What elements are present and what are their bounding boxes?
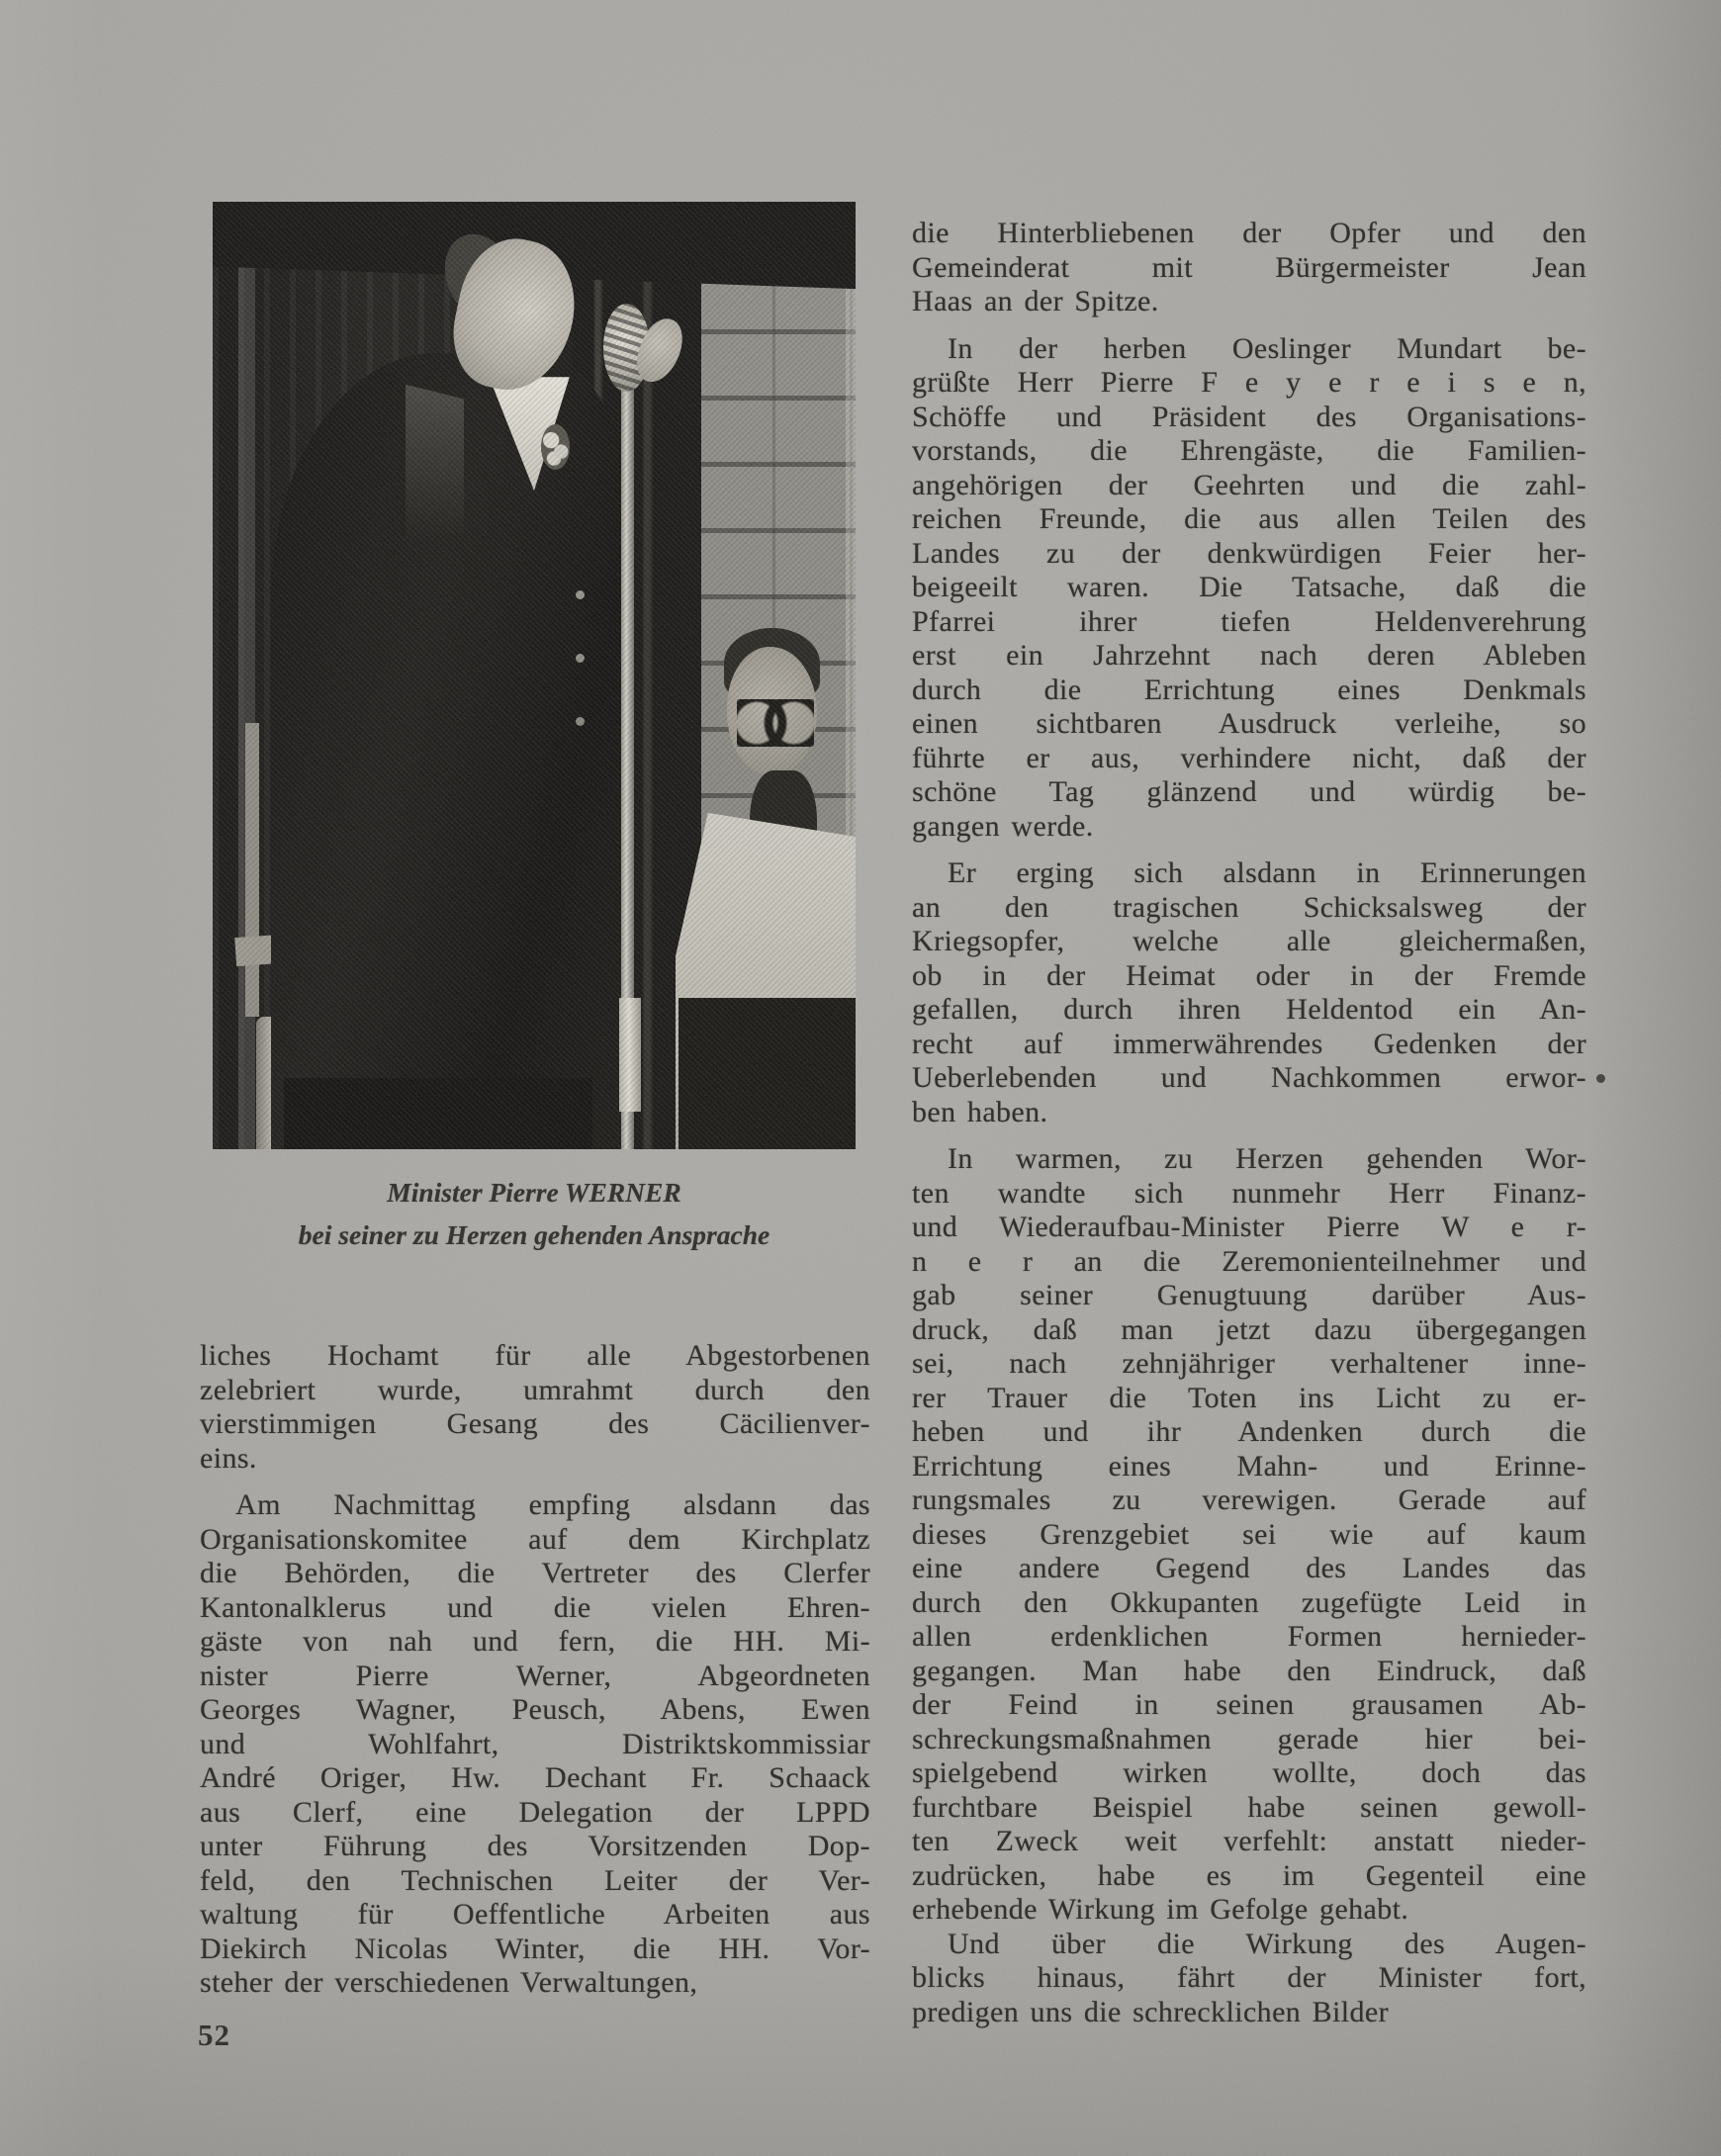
page-number: 52 — [198, 2018, 230, 2052]
text-line: gangen werde. — [912, 809, 1094, 843]
text-line: furchtbare Beispiel habe seinen gewoll- — [912, 1790, 1586, 1824]
text-line: steher der verschiedenen Verwaltungen, — [200, 1966, 698, 1999]
text-line: vierstimmigen Gesang des Cäcilienver- — [200, 1407, 870, 1440]
paragraph — [912, 856, 1586, 1129]
paragraph — [912, 332, 1586, 845]
photo-caption-line-1: Minister Pierre WERNER — [387, 1177, 681, 1208]
paragraph — [912, 217, 1586, 319]
text-line: aus Clerf, eine Delegation der LPPD — [200, 1795, 870, 1829]
text-line: spielgebend wirken wollte, doch das — [912, 1756, 1586, 1789]
text-line: beigeeilt waren. Die Tatsache, daß die — [912, 571, 1586, 603]
text-line: predigen uns die schrecklichen Bilder — [912, 1995, 1389, 2028]
text-line: Pfarrei ihrer tiefen Heldenverehrung — [912, 604, 1586, 638]
text-line: blicks hinaus, fährt der Minister fort, — [912, 1961, 1586, 1994]
text-line: durch die Errichtung eines Denkmals — [912, 673, 1586, 706]
text-line: Er erging sich alsdann in Erinnerungen — [948, 856, 1586, 889]
text-line: Und über die Wirkung des Augen- — [948, 1927, 1586, 1960]
photo-minister-werner — [213, 202, 856, 1149]
text-line: ob in der Heimat oder in der Fremde — [912, 958, 1586, 992]
text-line: Am Nachmittag empfing alsdann das — [235, 1488, 870, 1521]
text-line: eins. — [200, 1441, 257, 1475]
text-line: In warmen, zu Herzen gehenden Wor- — [948, 1142, 1586, 1175]
text-line: Gemeinderat mit Bürgermeister Jean — [912, 250, 1586, 284]
paragraph — [200, 1488, 870, 2001]
text-line: führte er aus, verhindere nicht, daß der — [912, 741, 1586, 774]
text-line: unter Führung des Vorsitzenden Dop- — [200, 1830, 870, 1862]
text-line: schöne Tag glänzend und würdig be- — [912, 775, 1586, 808]
text-line: Organisationskomitee auf dem Kirchplatz — [200, 1522, 870, 1556]
ink-dot-artifact — [1596, 1074, 1605, 1083]
text-line: feld, den Technischen Leiter der Ver- — [200, 1863, 870, 1897]
text-line: n e r an die Zeremonienteilnehmer und — [912, 1244, 1586, 1278]
text-line: ben haben. — [912, 1095, 1048, 1128]
text-line: Diekirch Nicolas Winter, die HH. Vor- — [200, 1931, 870, 1965]
paragraph — [912, 1928, 1586, 2030]
text-line: nister Pierre Werner, Abgeordneten — [200, 1659, 870, 1692]
text-line: Kantonalklerus und die vielen Ehren- — [200, 1590, 870, 1624]
right-text-column — [912, 217, 1586, 2029]
text-line: und Wohlfahrt, Distriktskommissiar — [200, 1727, 870, 1760]
text-line: zudrücken, habe es im Gegenteil eine — [912, 1858, 1586, 1892]
text-line: durch den Okkupanten zugefügte Leid in — [912, 1585, 1586, 1619]
text-line: druck, daß man jetzt dazu übergegangen — [912, 1312, 1586, 1346]
text-line: schreckungsmaßnahmen gerade hier bei- — [912, 1722, 1586, 1755]
text-line: vorstands, die Ehrengäste, die Familien- — [912, 434, 1586, 467]
text-line: recht auf immerwährendes Gedenken der — [912, 1027, 1586, 1060]
text-line: ten Zweck weit verfehlt: anstatt nieder- — [912, 1825, 1586, 1857]
text-line: Kriegsopfer, welche alle gleichermaßen, — [912, 925, 1586, 957]
text-line: reichen Freunde, die aus allen Teilen des — [912, 502, 1586, 535]
text-line: der Feind in seinen grausamen Ab- — [912, 1688, 1586, 1721]
text-line: sei, nach zehnjähriger verhaltener inne- — [912, 1347, 1586, 1380]
text-line: liches Hochamt für alle Abgestorbenen — [200, 1339, 870, 1372]
text-line: Schöffe und Präsident des Organisations- — [912, 400, 1586, 433]
text-line: waltung für Oeffentliche Arbeiten aus — [200, 1898, 870, 1931]
text-line: Georges Wagner, Peusch, Abens, Ewen — [200, 1693, 870, 1726]
text-line: gäste von nah und fern, die HH. Mi- — [200, 1625, 870, 1658]
text-line: zelebriert wurde, umrahmt durch den — [200, 1373, 870, 1406]
paragraph — [912, 1142, 1586, 1928]
text-line: heben und ihr Andenken durch die — [912, 1415, 1586, 1448]
text-line: die Behörden, die Vertreter des Clerfer — [200, 1557, 870, 1589]
text-line: allen erdenklichen Formen hernieder- — [912, 1620, 1586, 1653]
left-text-column — [200, 1339, 870, 2001]
text-line: rungsmales zu verewigen. Gerade auf — [912, 1483, 1586, 1516]
text-line: erhebende Wirkung im Gefolge gehabt. — [912, 1893, 1409, 1926]
text-line: Haas an der Spitze. — [912, 285, 1159, 317]
text-line: ten wandte sich nunmehr Herr Finanz- — [912, 1176, 1586, 1210]
text-line: und Wiederaufbau-Minister Pierre W e r- — [912, 1211, 1586, 1243]
text-line: angehörigen der Geehrten und die zahl- — [912, 468, 1586, 501]
text-line: erst ein Jahrzehnt nach deren Ableben — [912, 639, 1586, 672]
paragraph — [200, 1339, 870, 1476]
text-line: In der herben Oeslinger Mundart be- — [948, 331, 1586, 365]
text-line: Landes zu der denkwürdigen Feier her- — [912, 536, 1586, 570]
text-line: gefallen, durch ihren Heldentod ein An- — [912, 993, 1586, 1026]
text-line: Errichtung eines Mahn- und Erinne- — [912, 1449, 1586, 1482]
text-line: einen sichtbaren Ausdruck verleihe, so — [912, 707, 1586, 740]
text-line: gab seiner Genugtuung darüber Aus- — [912, 1279, 1586, 1311]
text-line: eine andere Gegend des Landes das — [912, 1552, 1586, 1584]
photo-halftone-texture — [213, 202, 856, 1149]
text-line: an den tragischen Schicksalsweg der — [912, 890, 1586, 924]
photo-caption-line-2: bei seiner zu Herzen gehenden Ansprache — [298, 1219, 770, 1250]
text-line: Ueberlebenden und Nachkommen erwor- — [912, 1061, 1586, 1094]
text-line: grüßte Herr Pierre F e y e r e i s e n, — [912, 366, 1586, 399]
text-line: dieses Grenzgebiet sei wie auf kaum — [912, 1517, 1586, 1551]
text-line: gegangen. Man habe den Eindruck, daß — [912, 1654, 1586, 1687]
text-line: André Origer, Hw. Dechant Fr. Schaack — [200, 1761, 870, 1794]
text-line: die Hinterbliebenen der Opfer und den — [912, 217, 1586, 249]
text-line: rer Trauer die Toten ins Licht zu er- — [912, 1381, 1586, 1414]
